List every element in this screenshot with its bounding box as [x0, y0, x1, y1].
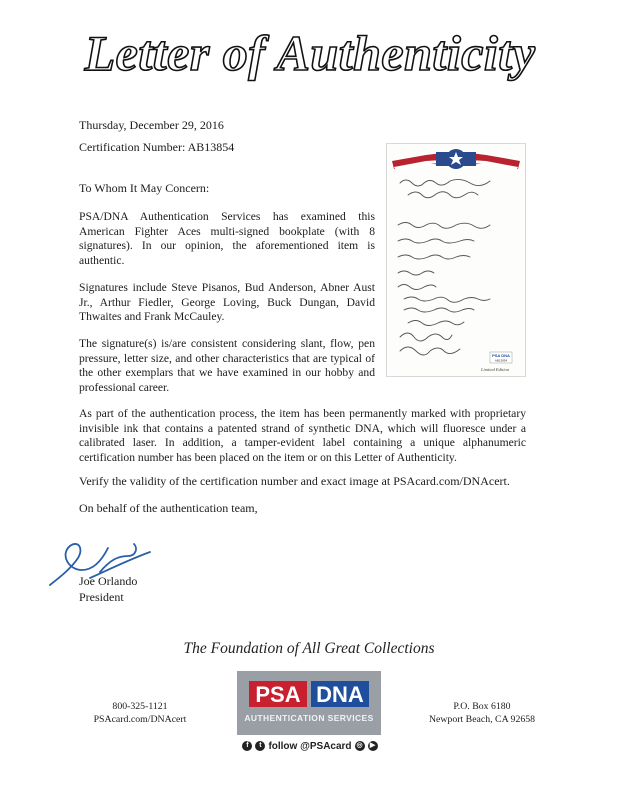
footer-web: PSAcard.com/DNAcert: [93, 713, 187, 725]
logo-subtitle: AUTHENTICATION SERVICES: [244, 713, 374, 723]
instagram-icon[interactable]: ◎: [356, 742, 363, 749]
closing-line: On behalf of the authentication team,: [79, 501, 258, 515]
letter-date: Thursday, December 29, 2016: [79, 118, 224, 132]
paragraph-consistency: The signature(s) is/are consistent considering slant, flow, pen pressure, letter size, and other characteristics that are typical of the other exemplars that we have examined in our hobby and professional career.: [79, 337, 375, 394]
facebook-icon[interactable]: f: [242, 741, 252, 751]
footer-tagline: The Foundation of All Great Collections: [183, 640, 435, 657]
bookplate-image: [386, 143, 526, 377]
footer-contact: [90, 701, 190, 726]
footer-po-box: P.O. Box 6180: [453, 701, 511, 712]
salutation: To Whom It May Concern:: [79, 181, 210, 195]
letter-title: [60, 10, 560, 88]
dna-label: [490, 352, 512, 363]
dna-label-code: AB13854: [494, 358, 508, 363]
letter-title-text: Letter of Authenticity: [84, 25, 536, 81]
social-bar: [240, 739, 380, 753]
logo-dna: DNA: [316, 682, 364, 707]
social-handle[interactable]: follow @PSAcard: [268, 740, 352, 752]
footer-city: Newport Beach, CA 92658: [428, 713, 536, 725]
signer-title: President: [79, 590, 124, 604]
paragraph-process: As part of the authentication process, the item has been permanently marked with proprietary invisible ink that contains a patented strand of synthetic DNA, which will fluoresce under a calibrated laser. In addition, a tamper-evident label containing a unique alphanumeric certification number has been placed on the item or on this Letter of Authenticity.: [79, 407, 526, 464]
paragraph-examination: PSA/DNA Authentication Services has examined this American Fighter Aces multi-signed bookplate (with 8 signatures). In our opinion, the aforementioned item is authentic.: [79, 210, 375, 267]
signer-name: Joe Orlando: [79, 574, 138, 588]
edition-label: Limited Edition: [481, 367, 510, 372]
twitter-icon[interactable]: t: [255, 741, 265, 751]
logo-psa: PSA: [255, 682, 301, 707]
footer-phone: 800-325-1121: [112, 701, 168, 712]
psa-dna-logo: [237, 671, 381, 735]
dna-label-brand: PSA DNA: [492, 353, 510, 358]
paragraph-signatures: Signatures include Steve Pisanos, Bud Anderson, Abner Aust Jr., Arthur Fiedler, George Loving, Buck Dungan, David Thwaites and Frank McCauley.: [79, 281, 375, 324]
verify-line: Verify the validity of the certification number and exact image at PSAcard.com/DNAcert.: [79, 474, 510, 488]
footer-address: [422, 701, 542, 726]
youtube-icon[interactable]: ▶: [368, 741, 378, 751]
certification-number: Certification Number: AB13854: [79, 140, 235, 154]
